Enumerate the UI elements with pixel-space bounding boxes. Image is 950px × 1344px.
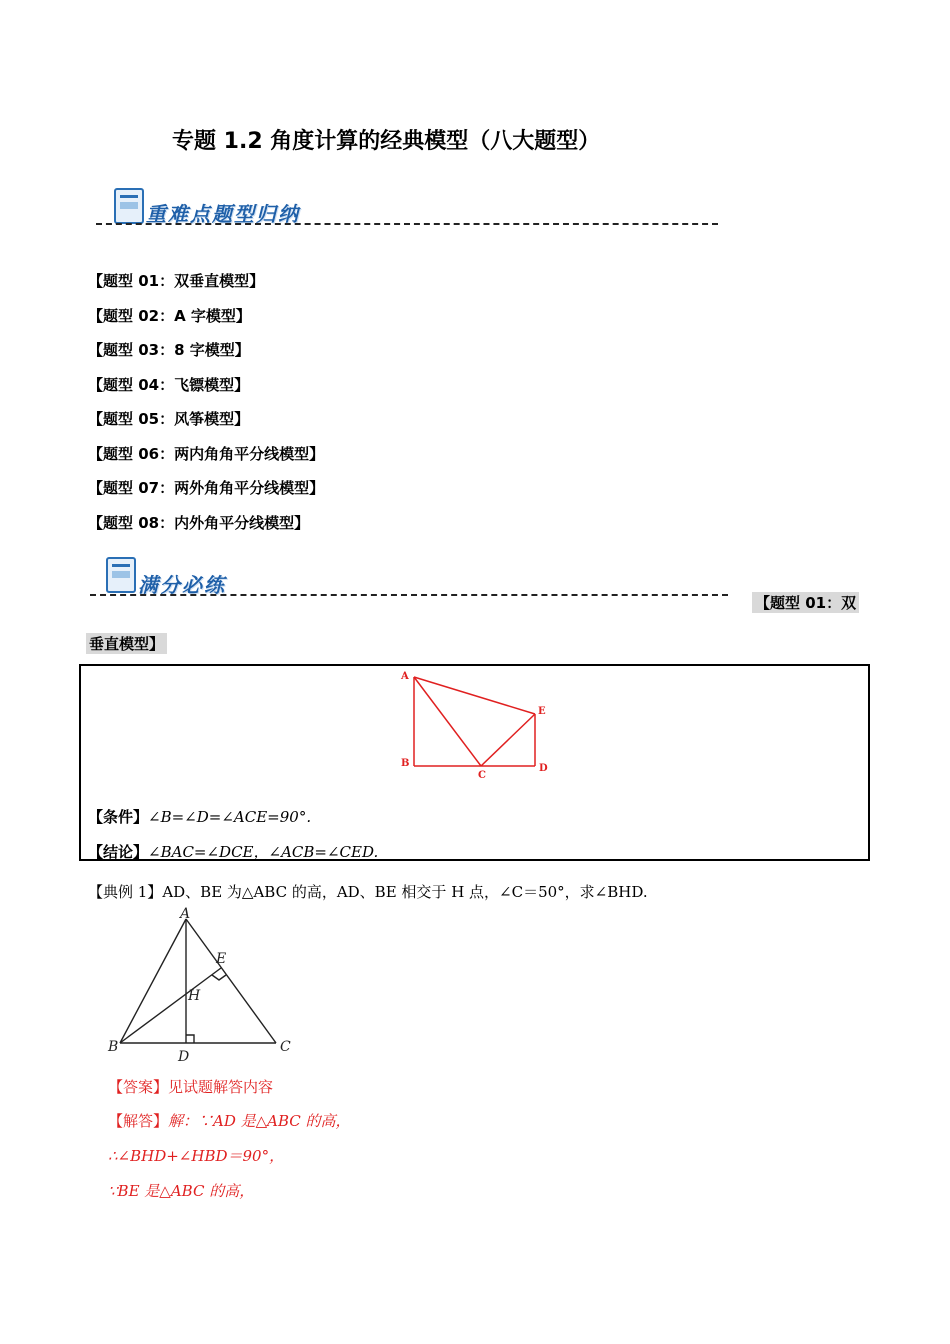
label-h: H [188, 988, 201, 1004]
label-d: D [539, 763, 548, 774]
solution-text: 解：∵AD 是△ABC 的高， [168, 1112, 351, 1130]
toc-item[interactable]: 【题型 06：两内角角平分线模型】 [88, 445, 325, 463]
topic-heading-part1: 【题型 01：双 [752, 592, 859, 613]
toc-item[interactable]: 【题型 03：8 字模型】 [88, 341, 250, 359]
label-a: A [180, 906, 191, 922]
triangle-figure [100, 905, 300, 1070]
right-angle-d [186, 1035, 194, 1043]
solution-label: 【解答】 [108, 1112, 169, 1130]
answer-label: 【答案】 [108, 1078, 169, 1096]
segment-ac [414, 677, 481, 766]
double-perpendicular-figure [395, 668, 555, 786]
conclusion-text: ∠BAC=∠DCE，∠ACB=∠CED. [148, 843, 379, 861]
section-heading-practice: 满分必练 [138, 573, 226, 597]
label-b: B [401, 758, 410, 769]
answer-text: 见试题解答内容 [168, 1078, 274, 1096]
label-a: A [401, 671, 409, 682]
label-d: D [178, 1049, 190, 1065]
segment-ce [481, 714, 535, 766]
label-c: C [280, 1039, 291, 1055]
side-ac [186, 919, 276, 1043]
right-angle-e [212, 975, 226, 980]
label-e: E [216, 951, 227, 967]
document-icon [114, 188, 144, 224]
conclusion-line [88, 841, 378, 862]
toc-item[interactable]: 【题型 01：双垂直模型】 [88, 272, 265, 290]
segment-ae [414, 677, 535, 714]
toc-item[interactable]: 【题型 02：A 字模型】 [88, 307, 251, 325]
section-divider [96, 223, 718, 225]
answer-line [108, 1076, 273, 1097]
example-text: AD、BE 为△ABC 的高，AD、BE 相交于 H 点，∠C＝50°，求∠BHD. [162, 883, 648, 901]
toc-item[interactable]: 【题型 07：两外角角平分线模型】 [88, 479, 325, 497]
section-divider [90, 594, 728, 596]
condition-line [88, 806, 311, 827]
example-label: 【典例 1】 [88, 883, 163, 901]
altitude-be [120, 968, 221, 1043]
toc-item[interactable]: 【题型 04：飞镖模型】 [88, 376, 250, 394]
example-1 [88, 881, 648, 902]
side-ab [120, 919, 186, 1043]
toc-item[interactable]: 【题型 08：内外角平分线模型】 [88, 514, 310, 532]
label-e: E [538, 706, 546, 717]
condition-label: 【条件】 [88, 808, 149, 826]
page-title: 专题 1.2 角度计算的经典模型（八大题型） [172, 129, 601, 154]
document-icon [106, 557, 136, 593]
solution-step-1: ∴∠BHD+∠HBD＝90°， [108, 1147, 285, 1165]
label-b: B [108, 1039, 119, 1055]
toc-item[interactable]: 【题型 05：风筝模型】 [88, 410, 250, 428]
condition-text: ∠B=∠D=∠ACE=90°. [148, 808, 312, 826]
label-c: C [478, 770, 486, 781]
conclusion-label: 【结论】 [88, 843, 149, 861]
solution-step-2: ∵BE 是△ABC 的高， [108, 1182, 255, 1200]
section-heading-key-types: 重难点题型归纳 [146, 202, 300, 226]
topic-heading-part2: 垂直模型】 [86, 633, 167, 654]
solution-line [108, 1110, 351, 1131]
